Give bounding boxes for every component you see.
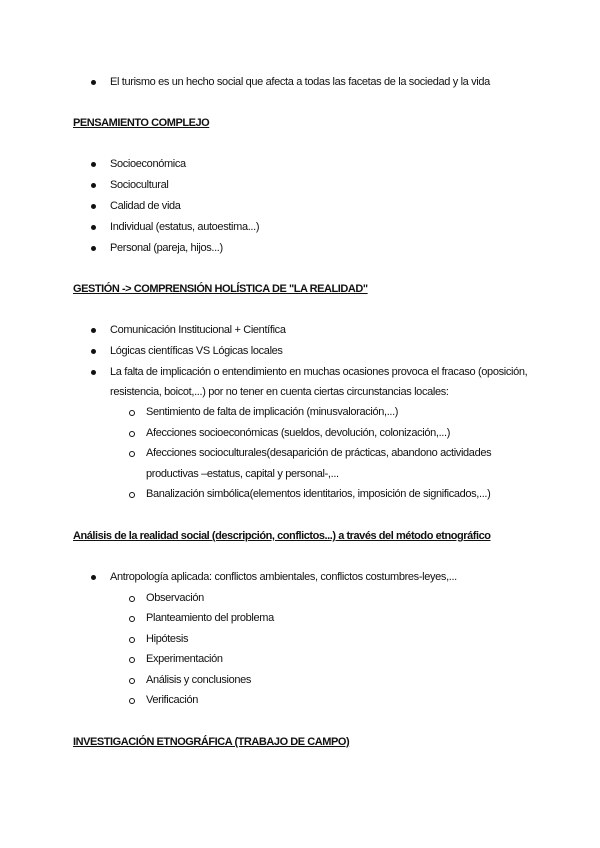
sub-bullet-circle [129, 678, 135, 684]
sub-bullet-circle [129, 451, 135, 457]
intro-text: El turismo es un hecho social que afecta a todas las facetas de la sociedad y la vida [110, 76, 490, 88]
bullet-dot [91, 162, 96, 167]
bullet-dot [91, 370, 96, 375]
sub-list-item: Hipótesis [146, 633, 189, 645]
section-heading-pensamiento: PENSAMIENTO COMPLEJO [73, 117, 210, 129]
sub-bullet-circle [129, 657, 135, 663]
sub-bullet-circle [129, 492, 135, 498]
sub-bullet-circle [129, 616, 135, 622]
sub-bullet-circle [129, 431, 135, 437]
sub-list-item: Afecciones socioeconómicas (sueldos, devolución, colonización,...) [146, 427, 451, 439]
list-item: Personal (pareja, hijos...) [110, 242, 223, 254]
list-item: La falta de implicación o entendimiento en muchas ocasiones provoca el fracaso (oposición, [110, 366, 528, 378]
sub-list-item: Banalización simbólica(elementos identitarios, imposición de significados,...) [146, 488, 491, 500]
sub-bullet-circle [129, 596, 135, 602]
sub-list-item: Experimentación [146, 653, 223, 665]
section-heading-gestion: GESTIÓN -> COMPRENSIÓN HOLÍSTICA DE "LA REALIDAD" [73, 283, 368, 295]
list-item: Comunicación Institucional + Científica [110, 324, 286, 336]
bullet-dot [91, 80, 96, 85]
sub-bullet-circle [129, 698, 135, 704]
bullet-dot [91, 328, 96, 333]
bullet-dot [91, 225, 96, 230]
sub-list-item: Afecciones socioculturales(desaparición de prácticas, abandono actividades [146, 447, 492, 459]
sub-list-item: Observación [146, 592, 204, 604]
list-item: Socioeconómica [110, 158, 186, 170]
list-item: Lógicas científicas VS Lógicas locales [110, 345, 283, 357]
sub-list-item: Verificación [146, 694, 199, 706]
bullet-dot [91, 246, 96, 251]
list-item: Antropología aplicada: conflictos ambientales, conflictos costumbres-leyes,... [110, 571, 457, 583]
sub-list-item: Sentimiento de falta de implicación (minusvaloración,...) [146, 406, 399, 418]
bullet-dot [91, 204, 96, 209]
bullet-dot [91, 349, 96, 354]
sub-list-item: Análisis y conclusiones [146, 674, 252, 686]
sub-list-item: Planteamiento del problema [146, 612, 274, 624]
list-item: Calidad de vida [110, 200, 181, 212]
section-heading-investigacion: INVESTIGACIÓN ETNOGRÁFICA (TRABAJO DE CAMPO) [73, 736, 350, 748]
list-item: Individual (estatus, autoestima...) [110, 221, 260, 233]
sub-list-item-continuation: productivas –estatus, capital y personal-,... [146, 468, 339, 480]
sub-bullet-circle [129, 637, 135, 643]
sub-bullet-circle [129, 410, 135, 416]
section-heading-analisis: Análisis de la realidad social (descripción, conflictos...) a través del método etnográfico [73, 530, 491, 542]
list-item-continuation: resistencia, boicot,...) por no tener en cuenta ciertas circunstancias locales: [110, 386, 449, 398]
bullet-dot [91, 575, 96, 580]
list-item: Sociocultural [110, 179, 169, 191]
bullet-dot [91, 183, 96, 188]
